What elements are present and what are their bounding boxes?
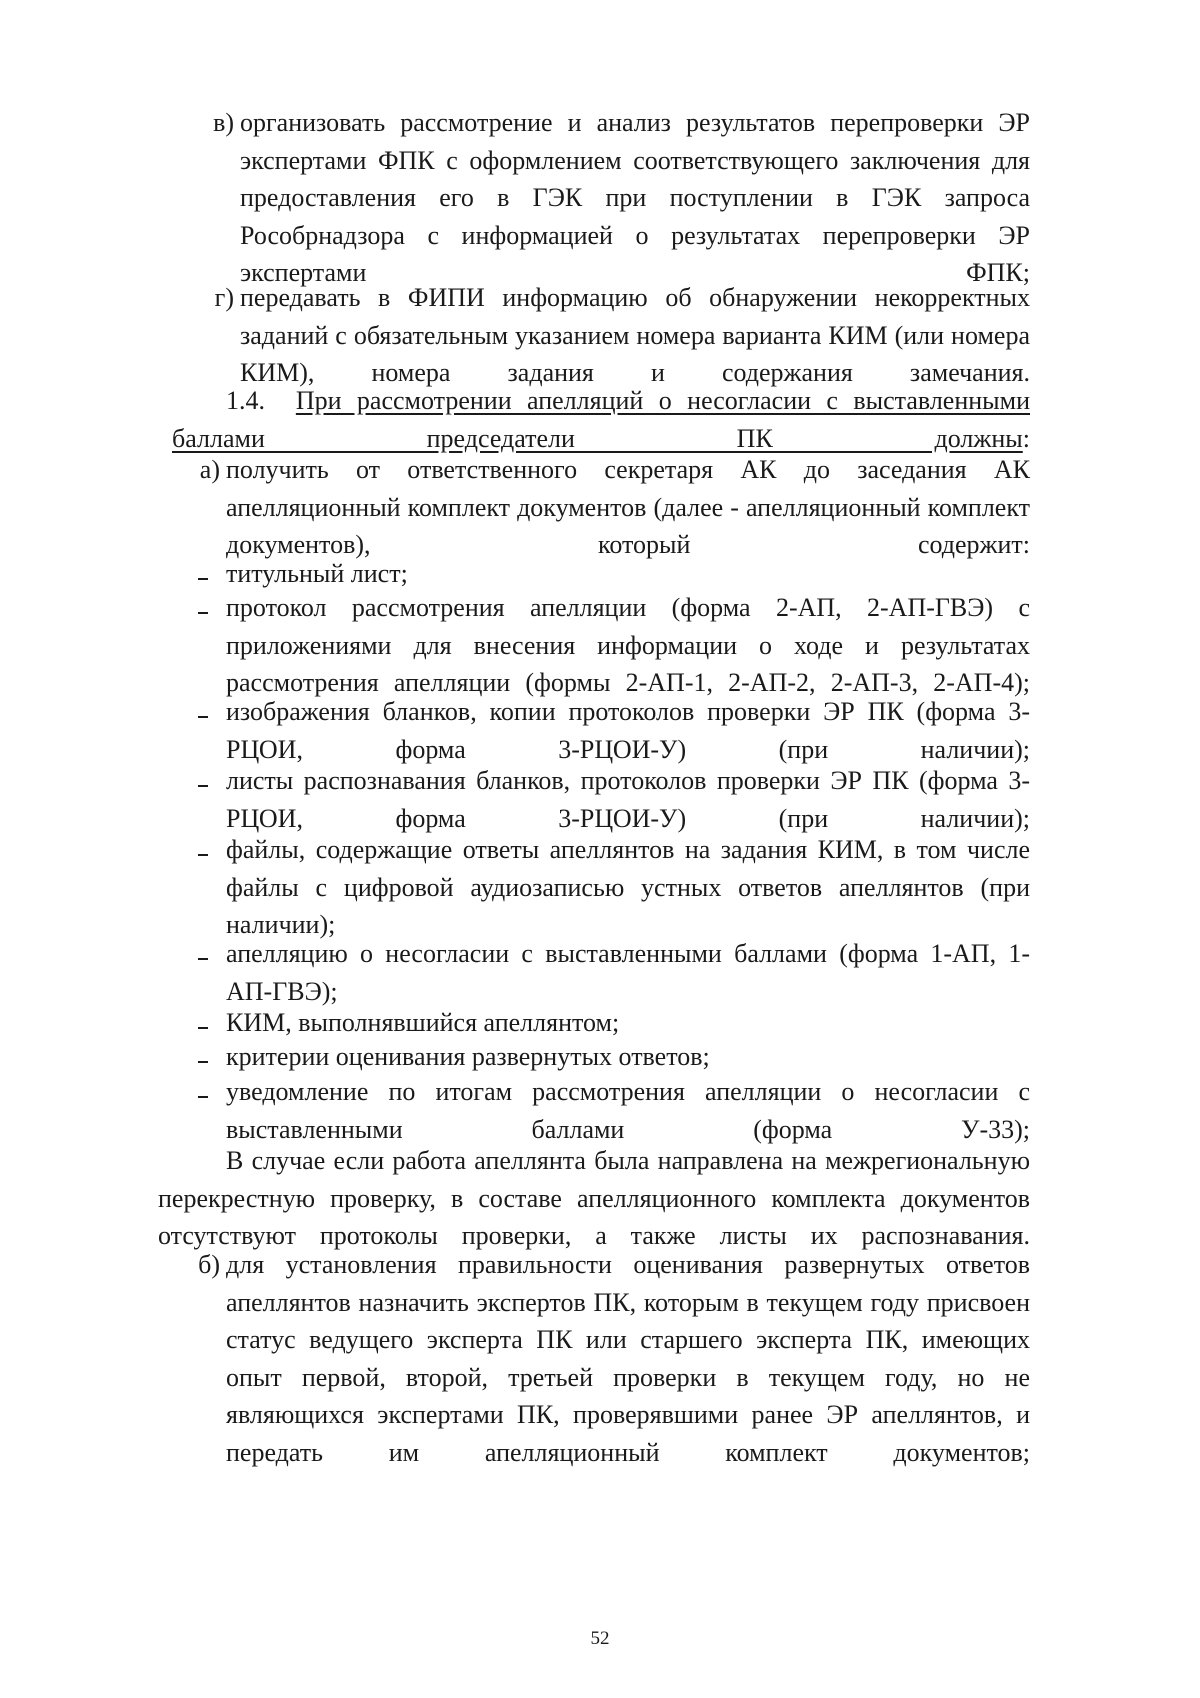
list-item-b: для установления правильности оценивания развернутых ответов апеллянтов назначить экспертов ПК, которым в текущем году присвоен статус ведущего эксперта ПК или старшего эксперта ПК, имеющих опыт первой, второй, третьей проверки в текущем году, но не являющихся экспертами ПК, проверявшими ранее ЭР апеллянтов, и передать им апелляционный комплект документов; (226, 1250, 1030, 1467)
list-marker-g: г) (214, 283, 234, 312)
bullet-dash (198, 612, 208, 614)
bullet-dash (198, 958, 208, 960)
note-paragraph: В случае если работа апеллянта была направлена на межрегиональную перекрестную проверку, в составе апелляционного комплекта документов отсутствуют протоколы проверки, а также листы их распознавания. (158, 1146, 1030, 1250)
bullet-item-7: КИМ, выполнявшийся апеллянтом; (226, 1008, 620, 1037)
bullet-dash (198, 1096, 208, 1098)
bullet-item-9: уведомление по итогам рассмотрения апелляции о несогласии с выставленными баллами (форма У-33); (226, 1077, 1030, 1144)
bullet-item-3: изображения бланков, копии протоколов проверки ЭР ПК (форма 3-РЦОИ, форма 3-РЦОИ-У) (при наличии); (226, 697, 1030, 764)
bullet-dash (198, 578, 208, 580)
bullet-item-5: файлы, содержащие ответы апеллянтов на задания КИМ, в том числе файлы с цифровой аудиозаписью устных ответов апеллянтов (при наличии); (226, 835, 1030, 939)
list-marker-b: б) (198, 1250, 220, 1279)
section-number: 1.4. (226, 386, 265, 415)
bullet-item-2: протокол рассмотрения апелляции (форма 2-АП, 2-АП-ГВЭ) с приложениями для внесения информации о ходе и результатах рассмотрения апелляции (формы 2-АП-1, 2-АП-2, 2-АП-3, 2-АП-4); (226, 593, 1030, 697)
bullet-item-8: критерии оценивания развернутых ответов; (226, 1042, 710, 1071)
section-heading-text: При рассмотрении апелляций о несогласии с выставленными баллами председатели ПК должны (172, 386, 1030, 453)
bullet-dash (198, 1061, 208, 1063)
list-item-a: получить от ответственного секретаря АК до заседания АК апелляционный комплект документов (далее - апелляционный комплект документов), который содержит: (226, 455, 1030, 559)
bullet-item-1: титульный лист; (226, 559, 408, 588)
list-marker-v: в) (213, 108, 234, 137)
bullet-item-4: листы распознавания бланков, протоколов проверки ЭР ПК (форма 3-РЦОИ, форма 3-РЦОИ-У) (при наличии); (226, 766, 1030, 833)
bullet-dash (198, 716, 208, 718)
bullet-dash (198, 1027, 208, 1029)
list-marker-a: а) (199, 455, 220, 484)
bullet-dash (198, 854, 208, 856)
bullet-item-6: апелляцию о несогласии с выставленными баллами (форма 1-АП, 1-АП-ГВЭ); (226, 939, 1030, 1006)
list-item-v: организовать рассмотрение и анализ результатов перепроверки ЭР экспертами ФПК с оформлением соответствующего заключения для предоставления его в ГЭК при поступлении в ГЭК запроса Рособрнадзора с информацией о результатах перепроверки ЭР экспертами ФПК; (240, 108, 1030, 287)
bullet-dash (198, 785, 208, 787)
page-number: 52 (590, 1628, 610, 1649)
section-heading-end: : (1022, 423, 1030, 453)
list-item-g: передавать в ФИПИ информацию об обнаружении некорректных заданий с обязательным указанием номера варианта КИМ (или номера КИМ), номера задания и содержания замечания. (240, 283, 1030, 387)
